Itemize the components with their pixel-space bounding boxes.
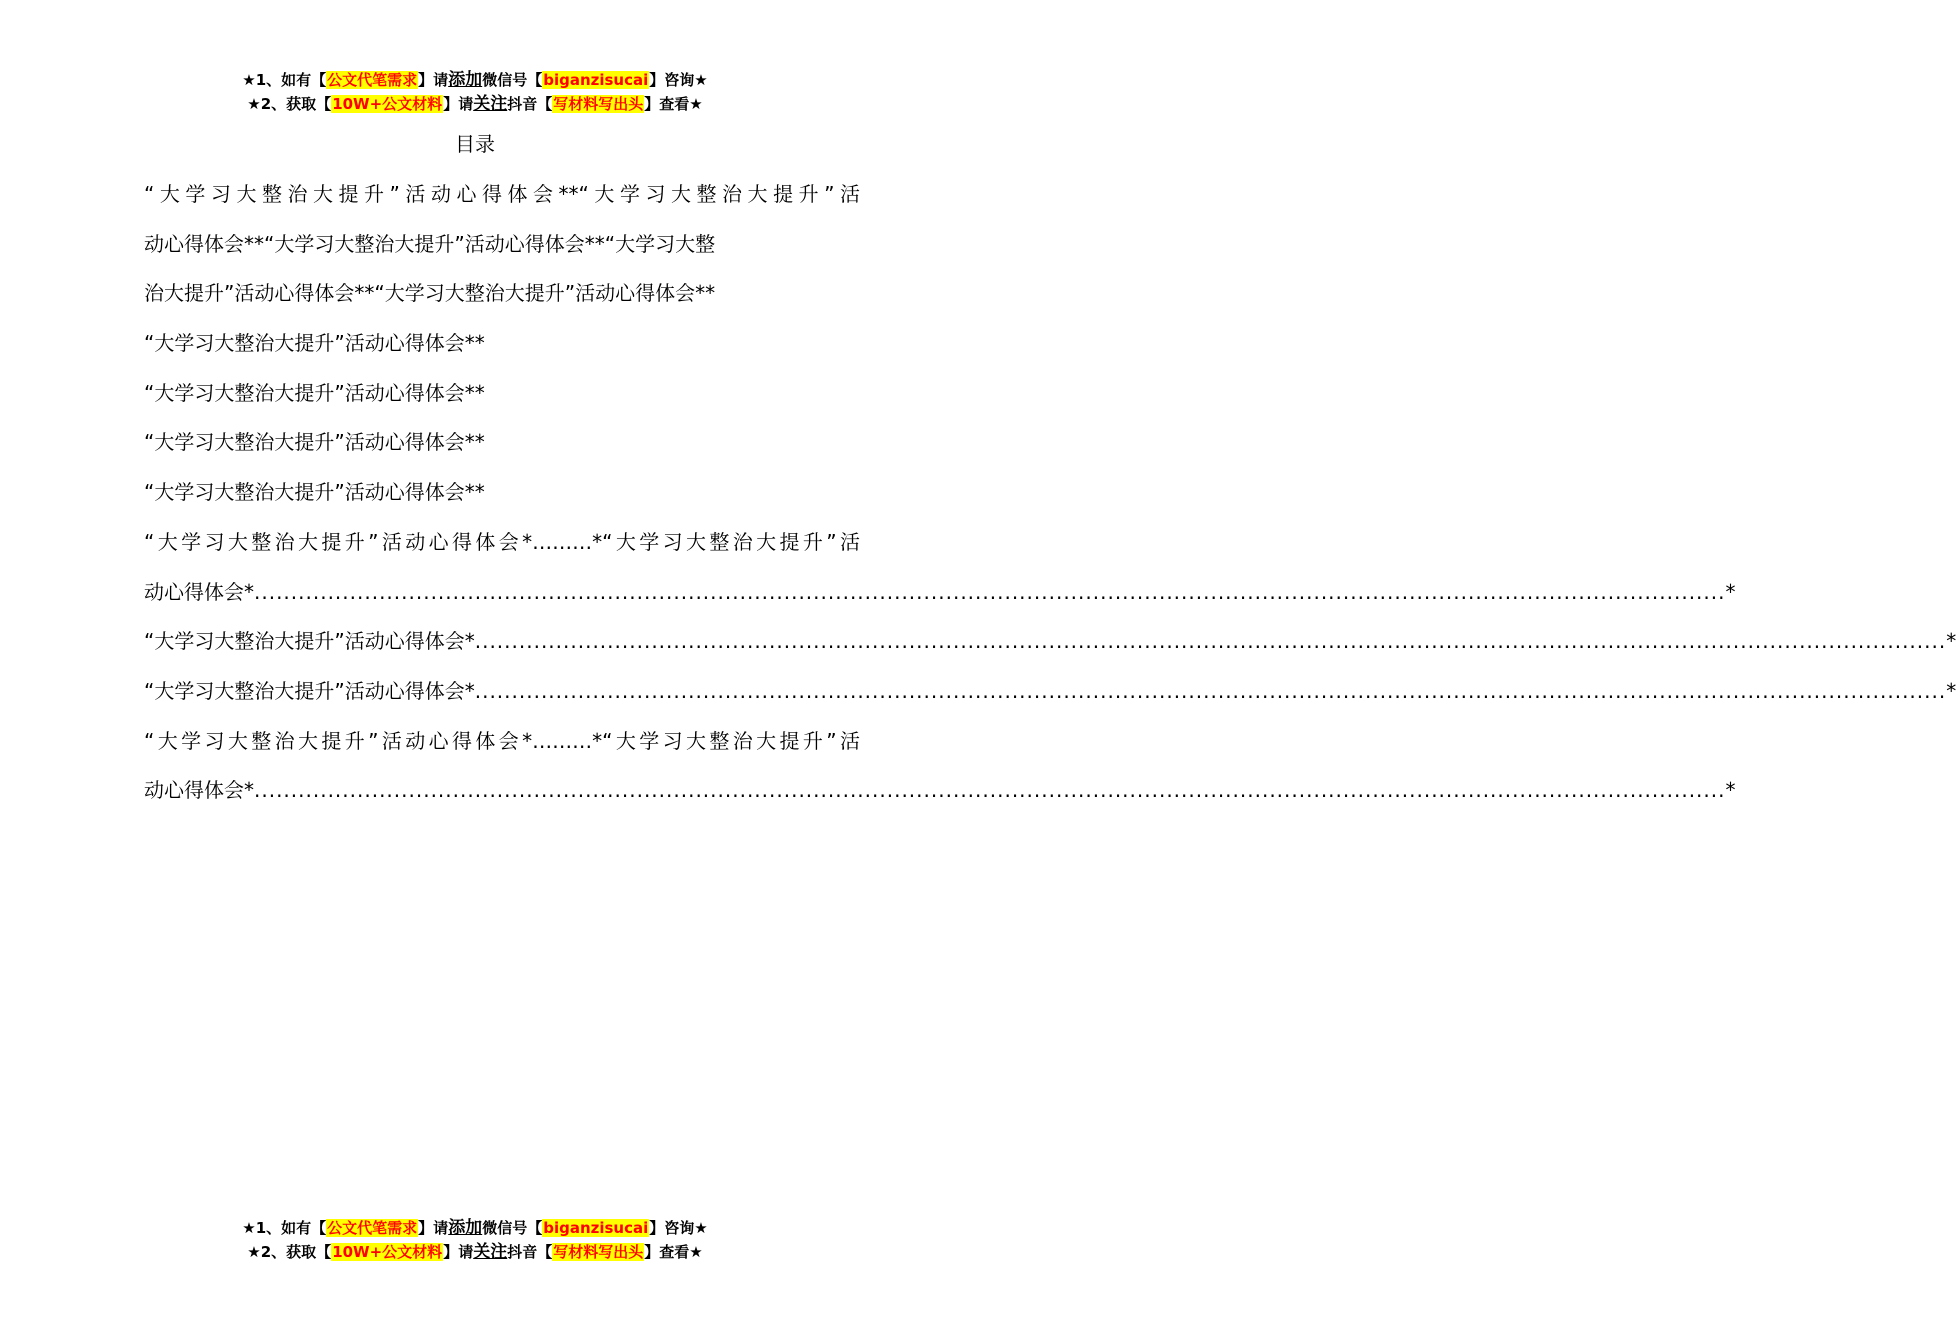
toc-line-leader: 动心得体会* ........................................................................................................................................................................................................ * — [144, 568, 860, 618]
header-banner — [0, 68, 950, 116]
toc-line-leader: 动心得体会* ........................................................................................................................................................................................................ * — [144, 766, 860, 816]
banner-line-1: ★1、如有【公文代笔需求】请添加微信号【biganzisucai】咨询★ — [242, 70, 708, 90]
toc-line: “大学习大整治大提升”活动心得体会** — [144, 430, 485, 455]
highlight-wechat-id: biganzisucai — [543, 71, 649, 89]
dot-leader: ........................................................................................................................................................................................................ — [254, 579, 1726, 604]
highlight-douyin: 写材料写出头 — [553, 1243, 644, 1261]
toc-line: “大学习大整治大提升”活动心得体会** — [144, 331, 485, 356]
highlight-materials: 10W+公文材料 — [332, 1243, 443, 1261]
highlight-service: 公文代笔需求 — [327, 1219, 418, 1237]
banner-line-2: ★2、获取【10W+公文材料】请关注抖音【写材料写出头】查看★ — [247, 1242, 703, 1262]
dot-leader: ........................................................................................................................................................................................................ — [474, 629, 1947, 654]
footer-banner — [0, 1216, 950, 1264]
highlight-douyin: 写材料写出头 — [553, 95, 644, 113]
toc-title: 目录 — [455, 132, 495, 156]
toc-line: “大学习大整治大提升”活动心得体会*………*“大学习大整治大提升”活 — [144, 728, 860, 753]
toc-line: 动心得体会**“大学习大整治大提升”活动心得体会**“大学习大整 — [144, 231, 716, 256]
dot-leader: ........................................................................................................................................................................................................ — [254, 778, 1726, 803]
toc-line: “大学习大整治大提升”活动心得体会** — [144, 480, 485, 505]
banner-line-1: ★1、如有【公文代笔需求】请添加微信号【biganzisucai】咨询★ — [242, 1218, 708, 1238]
toc-line-leader: “大学习大整治大提升”活动心得体会* ........................................................................................................................................................................................................ * — [144, 667, 860, 717]
toc-line: “大学习大整治大提升”活动心得体会**“大学习大整治大提升”活 — [144, 182, 860, 206]
banner-line-2: ★2、获取【10W+公文材料】请关注抖音【写材料写出头】查看★ — [247, 94, 703, 114]
highlight-wechat-id: biganzisucai — [543, 1219, 649, 1237]
table-of-contents — [144, 170, 1956, 816]
highlight-materials: 10W+公文材料 — [332, 95, 443, 113]
toc-line: “大学习大整治大提升”活动心得体会** — [144, 380, 485, 405]
toc-line: “大学习大整治大提升”活动心得体会*………*“大学习大整治大提升”活 — [144, 529, 860, 554]
dot-leader: ........................................................................................................................................................................................................ — [474, 678, 1947, 703]
toc-line-leader: “大学习大整治大提升”活动心得体会* ........................................................................................................................................................................................................ * — [144, 617, 860, 667]
highlight-service: 公文代笔需求 — [327, 71, 418, 89]
toc-line: 治大提升”活动心得体会**“大学习大整治大提升”活动心得体会** — [144, 281, 716, 306]
